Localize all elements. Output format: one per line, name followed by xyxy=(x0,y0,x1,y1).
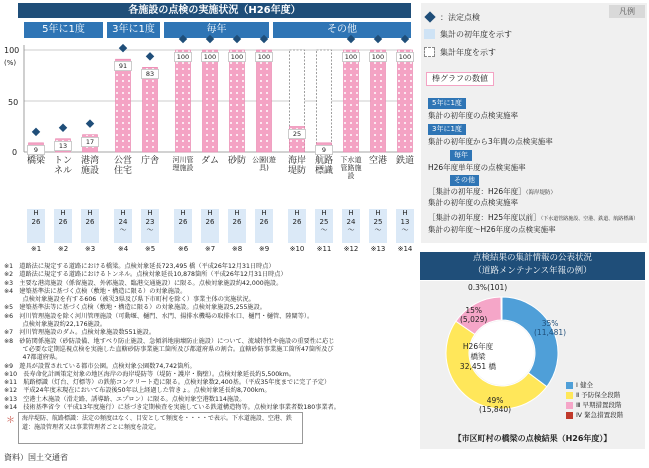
bar xyxy=(371,50,386,152)
group-header-yearly: 毎年 xyxy=(164,22,269,38)
footnote: ※12 平成24年度末現在において布設後50年以上経過した管きょ。点検対象延長約8,700km。 xyxy=(4,387,271,395)
note-label: ※14 xyxy=(397,245,413,253)
legend-statutory: ：法定点検 xyxy=(440,13,480,22)
y-axis-unit: (%) xyxy=(4,59,17,67)
legend-tag-yearly: 毎年 xyxy=(450,150,472,161)
legend-other2-text: 集計の初年度〜H26年度の点検実施率 xyxy=(428,225,556,234)
era-box: H 26 xyxy=(81,209,99,243)
era-box: H 26 xyxy=(174,209,192,243)
bar xyxy=(176,50,191,152)
value-label: 25 xyxy=(288,129,306,139)
footnote: ※13 空港土木施設（滑走路、誘導路、エプロン）に限る。点検対象空港数114施設。 xyxy=(4,395,246,403)
pie-center xyxy=(448,342,508,372)
category-label: 港湾施設 xyxy=(80,156,99,176)
legend-text-3year: 集計の初年度から3年間の点検実施率 xyxy=(428,137,553,146)
bar xyxy=(257,50,272,152)
value-label: 100 xyxy=(369,52,387,62)
pie-legend-item: Ⅳ 緊急措置段階 xyxy=(566,410,623,420)
era-box: H 26 xyxy=(228,209,246,243)
value-label: 83 xyxy=(141,69,159,79)
legend-title: 凡例 xyxy=(609,5,645,18)
value-label: 100 xyxy=(228,52,246,62)
footnotes xyxy=(4,263,340,412)
statutory-marker xyxy=(59,123,67,131)
category-label: 海岸堤防 xyxy=(287,156,306,176)
statutory-marker xyxy=(119,44,127,52)
statutory-marker xyxy=(86,119,94,127)
pie-title: 点検結果の集計情報の公表状況 xyxy=(472,253,592,263)
bar xyxy=(116,59,131,152)
legend-other1-title: ［集計の初年度：H26年度］（海岸堤防） xyxy=(428,187,556,196)
pie-label-2: 49% (15,840) xyxy=(479,396,512,414)
pie-center-year: H26年度 xyxy=(462,342,494,351)
statutory-marker xyxy=(260,35,268,43)
footnote: ※7 河川管理施設のダム。点検対象施設数551施設。 xyxy=(4,329,156,337)
category-label: 橋梁 xyxy=(26,156,45,166)
pie-center-type: 橋梁 xyxy=(470,352,486,361)
category-label: 公園(遊具) xyxy=(252,156,276,172)
legend-other1-text: 集計の初年度の点検実施率 xyxy=(428,198,518,207)
value-label: 100 xyxy=(201,52,219,62)
legend-swatch-2 xyxy=(566,392,573,399)
y-tick-0: 0 xyxy=(12,148,18,157)
era-box: H 26 xyxy=(54,209,72,243)
category-label: 航路標識 xyxy=(314,156,333,176)
bar-values-box-title: 棒グラフの数値 xyxy=(426,72,494,86)
note-label: ※13 xyxy=(370,245,386,253)
era-box: H 13 〜 xyxy=(396,209,414,243)
legend-swatch-1 xyxy=(566,382,573,389)
era-box: H 23 〜 xyxy=(141,209,159,243)
era-box: H 25 〜 xyxy=(315,209,333,243)
statutory-marker xyxy=(401,35,409,43)
footnote: ※5 建築基準法等に基づく点検（敷地・構造に限る）の対象施設。点検対象施設5,255施設。 xyxy=(4,304,266,312)
value-label: 9 xyxy=(27,145,45,155)
footnote: 点検対象施設約22,176施設。 xyxy=(4,321,107,329)
statutory-marker xyxy=(374,35,382,43)
note-label: ※1 xyxy=(30,245,42,253)
legend-swatch-3 xyxy=(566,402,573,409)
category-label: 公営住宅 xyxy=(113,156,132,176)
note-label: ※3 xyxy=(84,245,96,253)
remark-box: 海岸堤防、航路標識：法定の頻度はなく、目安として頻度を・・・・で表示。下水道施設、空港、鉄道：施設管理者又は事業管理者ごとに頻度を設定。 xyxy=(18,412,303,444)
note-label: ※6 xyxy=(177,245,189,253)
value-label: 9 xyxy=(315,145,333,155)
value-label: 100 xyxy=(174,52,192,62)
remark-star: ＊ xyxy=(6,416,16,426)
bar xyxy=(230,50,245,152)
note-label: ※12 xyxy=(343,245,359,253)
era-box: H 24 〜 xyxy=(114,209,132,243)
chart-title: 各施設の点検の実施状況（H26年度） xyxy=(18,3,411,18)
pie-caption: 【市区町村の橋梁の点検結果（H26年度）】 xyxy=(453,434,612,443)
category-label: 砂防 xyxy=(227,156,246,166)
legend-text-5year: 集計の初年度の点検実施率 xyxy=(428,111,518,120)
pie-legend-item: Ⅰ 健全 xyxy=(566,380,623,390)
legend-years: 集計年度を示す xyxy=(440,48,496,57)
pie-label-1: 35% (11,481) xyxy=(534,319,567,337)
group-header-other: その他 xyxy=(273,22,411,38)
statutory-marker xyxy=(233,35,241,43)
legend-tag-5year: 5年に1度 xyxy=(428,98,466,109)
value-label: 17 xyxy=(81,137,99,147)
era-box: H 26 xyxy=(27,209,45,243)
legend-tag-3year: 3年に1度 xyxy=(428,124,466,135)
category-label: 河川管理施設 xyxy=(172,156,194,172)
group-header-5year: 5年に1度 xyxy=(24,22,103,38)
y-tick-50: 50 xyxy=(8,98,19,107)
pie-legend-item: Ⅲ 早期措置段階 xyxy=(566,400,623,410)
statutory-marker xyxy=(146,52,154,60)
cumulative-frame xyxy=(317,50,332,152)
footnote: ※1 道路法に規定する道路における橋梁。点検対象延長723,495 橋（平成26年12月31日時点） xyxy=(4,263,275,270)
footnote: て必要な定期巡視点検を実施した直轄砂防事業施工箇所及び都道府県の割合。直轄砂防事業施工箇所47箇所及び xyxy=(4,345,334,353)
category-label: トンネル xyxy=(53,156,72,176)
footnote: ※14 技術基準省令（平成13年度施行）に基づき定期検査を実施している鉄道構造物等。点検対象事業者数180事業者。 xyxy=(4,404,340,412)
statutory-marker xyxy=(206,35,214,43)
note-label: ※9 xyxy=(258,245,270,253)
value-label: 100 xyxy=(396,52,414,62)
pie-subtitle: （道路メンテナンス年報の例） xyxy=(473,266,592,276)
note-label: ※4 xyxy=(117,245,129,253)
category-label: 空港 xyxy=(368,156,387,166)
note-label: ※2 xyxy=(57,245,69,253)
pie-center-count: 32,451 橋 xyxy=(459,362,497,371)
legend-text-yearly: H26年度単年度の点検実施率 xyxy=(428,163,526,172)
pie-label-4: 0.3%(101) xyxy=(468,283,508,292)
legend-swatch-4 xyxy=(566,412,573,419)
category-label: 鉄道 xyxy=(395,156,414,166)
footnote: ※9 遊具が設置されている都市公園。点検対象公園数74,742箇所。 xyxy=(4,362,196,370)
footnote: ※2 道路法に規定する道路におけるトンネル。点検対象延長10,878箇所（平成26年12月31日時点） xyxy=(4,271,287,279)
statutory-marker xyxy=(32,128,40,136)
value-label: 100 xyxy=(342,52,360,62)
y-tick-100: 100 xyxy=(4,46,20,55)
footnote: ※10 長寿命化計画策定対象の地区海岸の海岸堤防等（堤防・護岸・胸壁）。点検対象延長約5,500km。 xyxy=(4,370,295,378)
era-box: H 26 xyxy=(288,209,306,243)
category-label: 下水道管路施設 xyxy=(340,156,362,180)
note-label: ※11 xyxy=(316,245,332,253)
era-box: H 26 xyxy=(201,209,219,243)
first-year-swatch xyxy=(424,29,435,39)
bar xyxy=(398,50,413,152)
years-swatch xyxy=(424,47,435,57)
category-label: 庁舎 xyxy=(140,156,159,166)
note-label: ※8 xyxy=(231,245,243,253)
value-label: 91 xyxy=(114,61,132,71)
bar xyxy=(344,50,359,152)
pie-legend-item: Ⅱ 予防保全段階 xyxy=(566,390,623,400)
footnote: 点検対象施設を有する606（被災3県及び県下市町村を除く）事業主体の実施状況。 xyxy=(4,296,255,304)
bar xyxy=(143,67,158,152)
legend-first-year: 集計の初年度を示す xyxy=(440,30,512,39)
statutory-marker xyxy=(347,35,355,43)
footnote: ※3 主要な港湾施設（係留施設、外郭施設、臨港交通施設）に限る。点検対象施設約42,000施設。 xyxy=(4,279,283,287)
legend-tag-other: その他 xyxy=(450,175,479,186)
value-label: 100 xyxy=(255,52,273,62)
footnote: 47都道府県。 xyxy=(4,354,62,362)
footnote: ※6 河川管理施設を除く河川管理施設（可動堰、樋門、水門、揚排水機場の取排水口、樋門・樋管、陸閘等）。 xyxy=(4,312,314,320)
value-label: 13 xyxy=(54,141,72,151)
footnote: ※4 建築基準法に基づく点検（敷地・構造に限る）の対象施設。 xyxy=(4,287,187,295)
note-label: ※7 xyxy=(204,245,216,253)
statutory-marker xyxy=(179,35,187,43)
note-label: ※10 xyxy=(289,245,305,253)
category-label: ダム xyxy=(200,156,219,166)
era-box: H 25 〜 xyxy=(369,209,387,243)
era-box: H 24 〜 xyxy=(342,209,360,243)
bar xyxy=(203,50,218,152)
group-header-3year: 3年に1度 xyxy=(107,22,160,38)
footnote: ※11 航路標識（灯台、灯標等）の鉄筋コンクリート造に限る。点検対象数2,400基。（平成35年度までに完了予定） xyxy=(4,379,331,387)
footnote: ※8 砂防関係施設（砂防設備、地すべり防止施設、急傾斜地崩壊防止施設）について、流域特性や施設の重要性に応じ xyxy=(4,337,335,345)
note-label: ※5 xyxy=(144,245,156,253)
pie-title-box xyxy=(420,252,645,280)
pie-legend xyxy=(566,380,623,420)
pie-slice xyxy=(501,297,502,320)
legend-other2-title: ［集計の初年度：H25年度以前］（下水道管路施設、空港、鉄道、航路標識） xyxy=(428,213,639,222)
pie-label-3: 15% (5,029) xyxy=(460,306,488,324)
era-box: H 26 xyxy=(255,209,273,243)
source: 資料）国土交通省 xyxy=(4,453,68,462)
